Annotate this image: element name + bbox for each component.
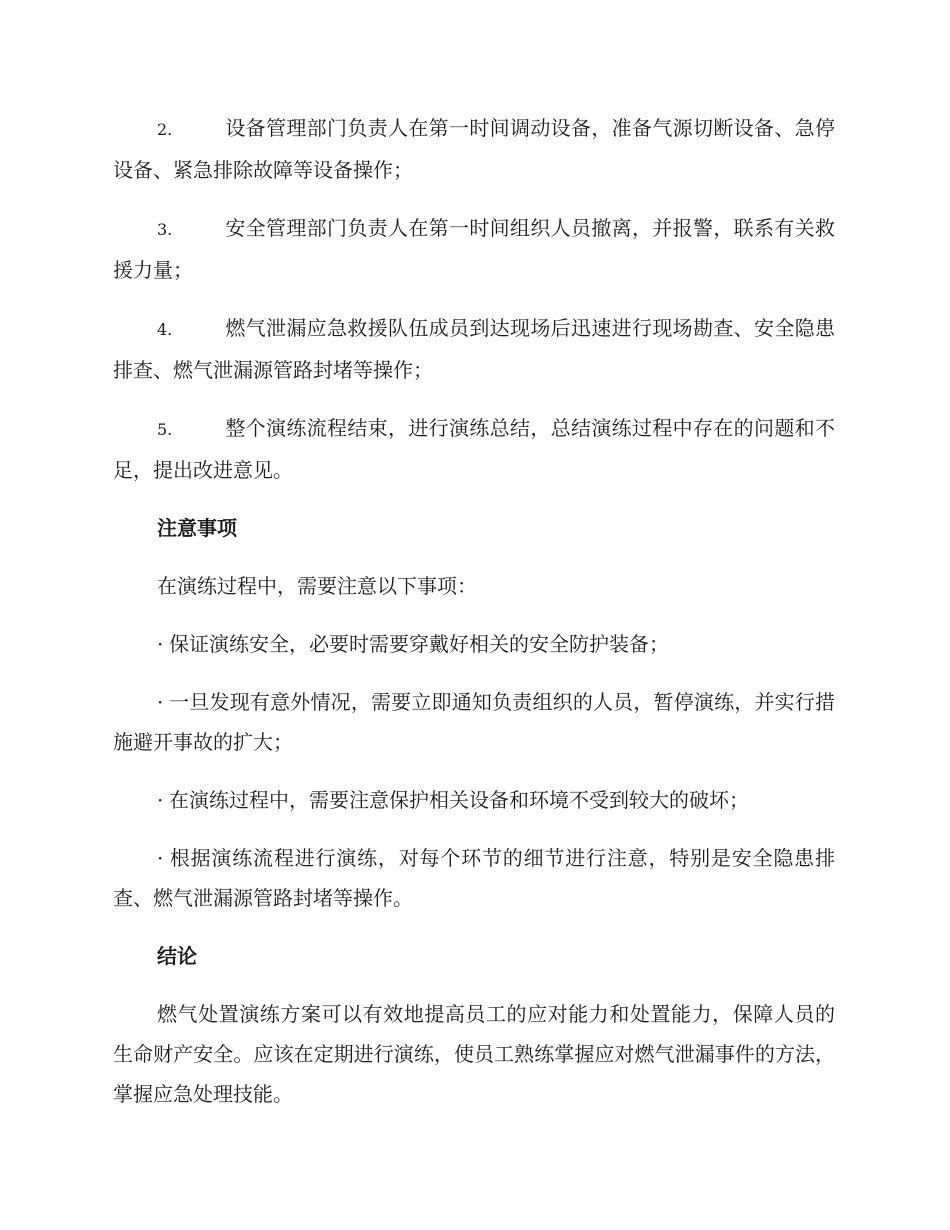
document-page — [113, 108, 835, 1132]
note-text: 一旦发现有意外情况，需要立即通知负责组织的人员，暂停演练，并实行措施避开事故的扩大； — [113, 690, 835, 754]
bullet-icon: · — [157, 690, 164, 714]
note-text: 在演练过程中，需要注意保护相关设备和环境不受到较大的破坏； — [169, 788, 749, 812]
note-text: 保证演练安全，必要时需要穿戴好相关的安全防护装备； — [169, 632, 669, 656]
step-item — [113, 208, 835, 290]
step-number: 5. — [157, 420, 173, 439]
step-item — [113, 108, 835, 190]
note-text: 根据演练流程进行演练，对每个环节的细节进行注意，特别是安全隐患排查、燃气泄漏源管路封堵等操作。 — [113, 846, 835, 910]
step-number: 2. — [157, 120, 173, 139]
step-item — [113, 408, 835, 490]
bullet-icon: · — [157, 632, 164, 656]
step-text: 燃气泄漏应急救援队伍成员到达现场后迅速进行现场勘查、安全隐患排查、燃气泄漏源管路封堵等操作； — [113, 316, 835, 382]
step-text: 设备管理部门负责人在第一时间调动设备，准备气源切断设备、急停设备、紧急排除故障等设备操作； — [113, 116, 835, 182]
note-bullet-item — [113, 838, 835, 918]
step-number: 3. — [157, 220, 173, 239]
note-bullet-item — [113, 780, 835, 820]
note-bullet-item — [113, 682, 835, 762]
bullet-icon: · — [157, 846, 164, 870]
conclusion-text: 燃气处置演练方案可以有效地提高员工的应对能力和处置能力，保障人员的生命财产安全。应该在定期进行演练，使员工熟练掌握应对燃气泄漏事件的方法，掌握应急处理技能。 — [113, 1002, 835, 1106]
step-text: 安全管理部门负责人在第一时间组织人员撤离，并报警，联系有关救援力量； — [113, 216, 835, 282]
step-item — [113, 308, 835, 390]
notes-intro: 在演练过程中，需要注意以下事项： — [157, 574, 477, 598]
bullet-icon: · — [157, 788, 164, 812]
step-number: 4. — [157, 320, 173, 339]
conclusion-heading: 结论 — [157, 944, 197, 968]
note-bullet-item — [113, 624, 835, 664]
step-text: 整个演练流程结束，进行演练总结，总结演练过程中存在的问题和不足，提出改进意见。 — [113, 416, 835, 482]
notes-heading: 注意事项 — [157, 516, 237, 540]
